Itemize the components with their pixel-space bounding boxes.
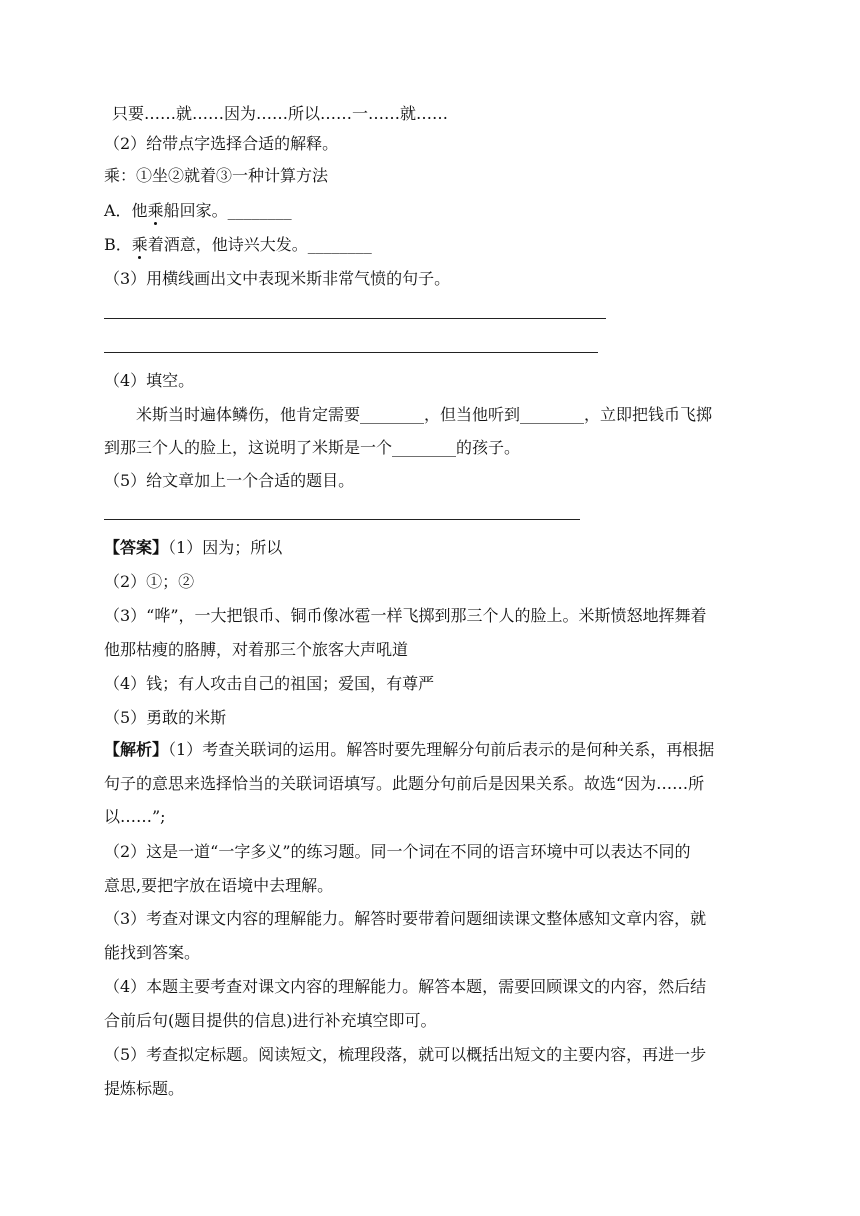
analysis-first-line: [104, 740, 714, 760]
q2-option-a: [104, 201, 292, 221]
q4-heading: （4）填空。: [104, 371, 195, 390]
answer-2: （2）①；②: [104, 572, 195, 591]
answer-rule: [104, 318, 606, 319]
q5-heading: （5）给文章加上一个合适的题目。: [104, 471, 355, 490]
analysis-label: 【解析】: [104, 740, 169, 759]
q2-definition: 乘：①坐②就着③一种计算方法: [104, 166, 329, 185]
answer-rule: [104, 519, 580, 520]
answer-3-line-2: 他那枯瘦的胳膊，对着那三个旅客大声吼道: [104, 640, 409, 659]
q2-option-b: [104, 235, 372, 255]
q4-line-2: 到那三个人的脸上，这说明了米斯是一个________的孩子。: [104, 438, 521, 457]
analysis-3-line-2: 能找到答案。: [104, 943, 201, 962]
answer-rule: [104, 352, 598, 353]
connectors-line: 只要……就……因为……所以……一……就……: [112, 104, 449, 123]
analysis-4-line-1: （4）本题主要考查对课文内容的理解能力。解答本题，需要回顾课文的内容，然后结: [104, 977, 707, 996]
analysis-5-line-2: 提炼标题。: [104, 1079, 185, 1098]
analysis-3-line-1: （3）考查对课文内容的理解能力。解答时要带着问题细读课文整体感知文章内容，就: [104, 909, 707, 928]
q2-option-b-suffix: 着酒意，他诗兴大发。________: [147, 235, 372, 254]
analysis-1-line-1: （1）考查关联词的运用。解答时要先理解分句前后表示的是何种关系，再根据: [168, 740, 715, 759]
analysis-2-line-1: （2）这是一道“一字多义”的练习题。同一个词在不同的语言环境中可以表达不同的: [104, 842, 691, 861]
analysis-1-line-3: 以……”;: [104, 807, 166, 826]
analysis-5-line-1: （5）考查拟定标题。阅读短文，梳理段落，就可以概括出短文的主要内容，再进一步: [104, 1045, 707, 1064]
answer-1: （1）因为；所以: [168, 538, 283, 557]
answer-3-line-1: （3）“哗”，一大把银币、铜币像冰雹一样飞掷到那三个人的脸上。米斯愤怒地挥舞着: [104, 606, 707, 625]
analysis-2-line-2: 意思,要把字放在语境中去理解。: [104, 876, 334, 895]
analysis-1-line-2: 句子的意思来选择恰当的关联词语填写。此题分句前后是因果关系。故选“因为……所: [104, 774, 705, 793]
q3-heading: （3）用横线画出文中表现米斯非常气愤的句子。: [104, 269, 451, 288]
analysis-4-line-2: 合前后句(题目提供的信息)进行补充填空即可。: [104, 1011, 437, 1030]
q2-option-a-suffix: 船回家。________: [163, 201, 292, 220]
q2-option-a-prefix: A．他: [104, 201, 148, 220]
answer-label: 【答案】: [104, 538, 169, 557]
q2-option-b-prefix: B．: [104, 235, 132, 254]
answer-first-line: [104, 538, 282, 558]
dotted-char: 乘: [147, 201, 164, 220]
q4-line-1: 米斯当时遍体鳞伤，他肯定需要________，但当他听到________，立即把钱币飞掷: [136, 405, 713, 424]
q2-heading: （2）给带点字选择合适的解释。: [104, 134, 339, 153]
dotted-char: 乘: [131, 235, 148, 254]
answer-5: （5）勇敢的米斯: [104, 708, 227, 727]
answer-4: （4）钱；有人攻击自己的祖国；爱国，有尊严: [104, 674, 435, 693]
